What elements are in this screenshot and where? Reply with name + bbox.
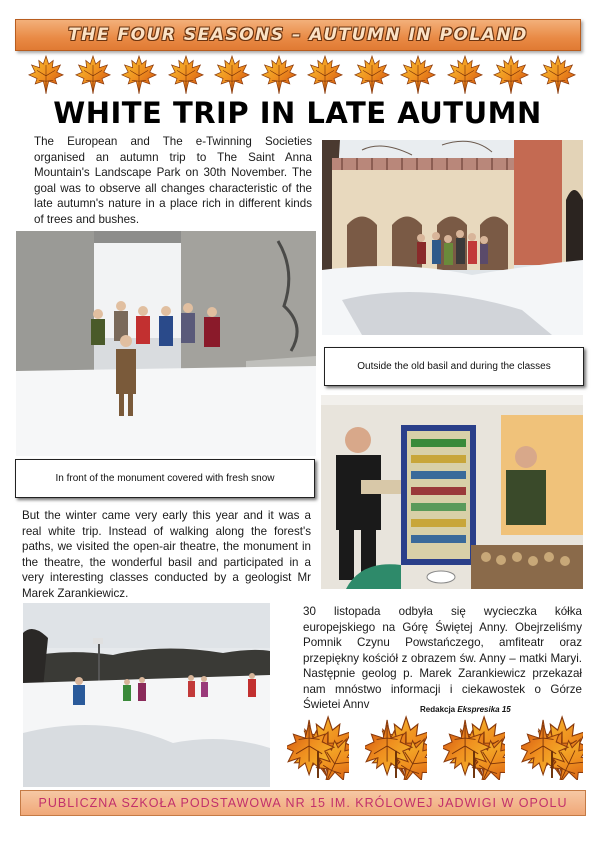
credit-name: Ekspresika 15 [457,705,511,714]
page-headline: WHITE TRIP IN LATE AUTUMN [53,96,542,130]
title-banner [15,19,581,51]
maple-leaf-icon [168,54,204,94]
maple-leaf-icon [447,54,483,94]
school-name: PUBLICZNA SZKOŁA PODSTAWOWA NR 15 IM. KRÓLOWEJ JADWIGI W OPOLU [38,796,568,810]
maple-leaf-icon [493,54,529,94]
autumn-leaf-cluster-icon [365,712,427,780]
autumn-leaf-cluster-icon [521,712,583,780]
maple-leaf-icon [540,54,576,94]
caption-monument-text: In front of the monument covered with fresh snow [55,473,275,484]
maple-leaf-icon [28,54,64,94]
intro-paragraph: The European and The e-Twinning Societies organised an autumn trip to The Saint Anna Mountain's Landscape Park on 30th November. The goal was to observe all changes characteristic of the late autumn's nature in a place rich in different kinds of trees and bushes. [34,135,312,226]
maple-leaf-icon [400,54,436,94]
maple-leaf-icon [121,54,157,94]
caption-monument [15,459,315,498]
banner-title: THE FOUR SEASONS – AUTUMN IN POLAND [68,25,528,45]
maple-leaf-icon [307,54,343,94]
body-paragraph: But the winter came very early this year and it was a real white trip. Instead of walking along the forest's paths, we visited the open-air theatre, the monument in the theatre, the wonderful basil and participated in a very interesting classes conducted by a geologist Mr Marek Zarankiewicz. [22,509,311,600]
leaf-clusters-bottom [287,712,583,782]
autumn-leaf-cluster-icon [287,712,349,780]
monument-group-photo [16,231,316,456]
maple-leaf-icon [261,54,297,94]
maple-leaf-icon [75,54,111,94]
snow-play-photo [23,603,270,787]
basilica-courtyard-photo [322,140,583,335]
geologist-class-photo [321,395,583,589]
maple-leaf-icon [354,54,390,94]
maple-leaf-icon [214,54,250,94]
caption-basil-text: Outside the old basil and during the classes [357,361,551,372]
caption-basil [324,347,584,386]
credit-prefix: Redakcja [420,705,458,714]
autumn-leaf-cluster-icon [443,712,505,780]
leaf-border-top [28,50,576,98]
school-footer [20,790,586,816]
polish-summary-paragraph: 30 listopada odbyła się wycieczka kółka europejskiego na Górę Świętej Anny. Obejrzeliśmy Pomnik Czynu Powstańczego, amfiteatr oraz przepiękny kościół z obrazem św. Anny – matki Maryi. Następnie geolog p. Marek Zarankiewicz przekazał nam mnóstwo informacji i ciekawostek o Górze Świetei Annv [303,605,582,711]
